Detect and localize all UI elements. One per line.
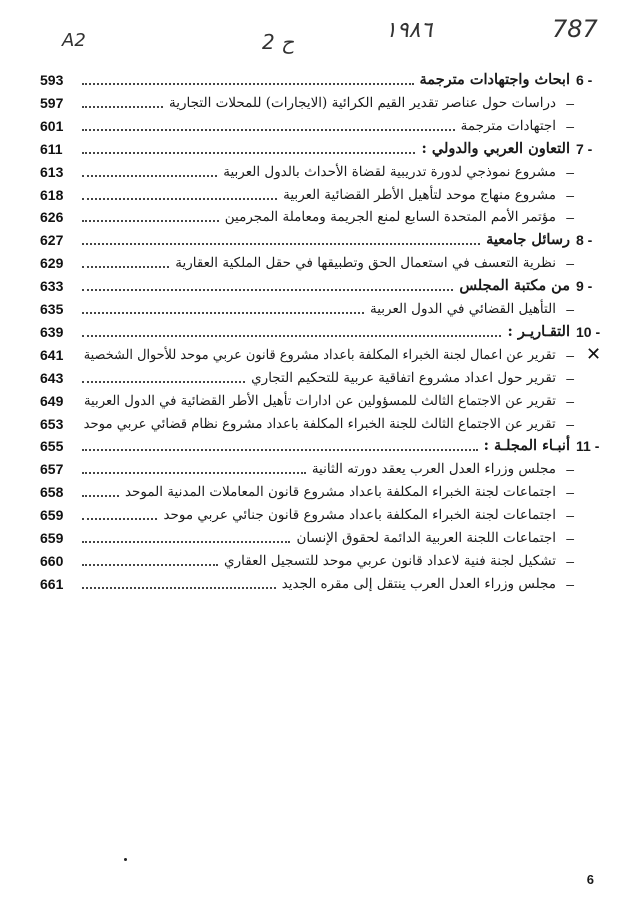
item-dash: – [566,255,574,272]
item-dash: – [566,507,574,524]
item-dash: – [566,163,574,180]
dot-leader [82,129,455,131]
item-dash: – [566,530,574,546]
toc-item-title: اجتهادات مترجمة [460,117,556,134]
toc-item-row [40,206,610,228]
toc-item-title: التأهيل القضائي في الدول العربية [369,301,556,317]
toc-page-number: 649 [40,392,64,409]
toc-item-row [40,252,610,274]
toc-section-row [40,69,610,91]
toc-item-title: نظرية التعسف في استعمال الحق وتطبيقها في حقل الملكية العقارية [175,255,556,272]
item-dash: – [566,117,574,134]
toc-page-number: 601 [40,117,64,134]
dot-leader [82,564,218,566]
toc-item-row [40,344,610,366]
toc-page-number: 641 [40,346,64,363]
item-dash: – [566,186,574,203]
toc-item-row [40,504,610,526]
toc-item-title: تقرير حول اعداد مشروع اتفاقية عربية للتحكيم التجاري [251,369,556,386]
toc-item-row [40,458,610,480]
toc-page-number: 658 [40,484,64,501]
toc-page-number: 618 [40,186,64,203]
item-dash: – [566,301,574,317]
item-dash: – [566,369,574,386]
toc-item-row [40,550,610,572]
dot-leader [82,289,453,291]
toc-item-title: اجتماعات اللجنة العربية الدائمة لحقوق الإنسان [296,530,556,546]
section-number: 10 - [576,323,601,340]
toc-section-row [40,138,610,160]
toc-item-title: تقرير عن الاجتماع الثالث للجنة الخبراء المكلفة باعداد مشروع نظام قضائي عربي موحد [84,415,556,432]
dot-leader [82,243,480,245]
item-dash: – [566,346,574,363]
toc-page-number: 657 [40,461,64,478]
toc-page-number: 611 [40,140,63,157]
dot-leader [82,152,415,154]
toc-page-number: 643 [40,369,64,386]
handwritten-note-middle: 2 ح [262,30,295,54]
toc-page-number: 626 [40,209,64,226]
section-number: 9 - [576,278,593,295]
item-dash: – [566,209,574,226]
toc-section-row [40,229,610,251]
dot-leader [82,312,364,314]
toc-item-title: دراسات حول عناصر تقدير القيم الكرائية (الايجارات) للمحلات التجارية [169,94,556,111]
section-title: ابحاث واجتهادات مترجمة [419,71,570,88]
handwritten-x-mark: ✕ [586,343,602,365]
section-number: 7 - [576,140,593,157]
toc-item-row [40,298,610,320]
section-title: التقـاريـر : [507,322,570,340]
section-number: 11 - [576,438,600,455]
dot-leader [82,106,163,108]
toc-item-row [40,115,610,137]
dot-leader [82,198,277,200]
section-title: أنبـاء المجلـة : [483,437,570,455]
toc-section-row [40,435,610,457]
toc-page-number: 661 [40,575,64,592]
toc-item-row [40,390,610,412]
toc-item-title: تقرير عن اعمال لجنة الخبراء المكلفة باعداد مشروع قانون عربي موحد للأحوال الشخصية [84,346,556,363]
toc-page-number: 659 [40,530,64,546]
handwritten-number: 787 [552,15,598,43]
item-dash: – [566,575,574,592]
dot-leader [82,587,276,589]
toc-item-title: تقرير عن الاجتماع الثالث للمسؤولين عن ادارات تأهيل الأطر القضائية في الدول العربية [84,392,556,409]
dot-leader [82,335,501,337]
item-dash: – [566,94,574,111]
item-dash: – [566,461,574,478]
toc-page-number: 633 [40,278,64,295]
toc-page-number: 659 [40,507,64,524]
stray-dot [124,858,127,861]
dot-leader [82,495,119,497]
dot-leader [82,541,290,543]
section-title: رسائل جامعية [486,231,570,249]
toc-page-number: 597 [40,94,64,111]
footer-page-number: 6 [586,872,594,887]
dot-leader [82,518,157,520]
toc-item-row [40,527,610,549]
item-dash: – [566,552,574,569]
section-title: التعاون العربي والدولي : [421,139,570,157]
dot-leader [82,83,414,85]
item-dash: – [566,392,574,409]
item-dash: – [566,484,574,501]
handwritten-note-a2: A2 [62,30,86,51]
toc-item-row [40,413,610,435]
dot-leader [82,175,217,177]
toc-item-title: مشروع منهاج موحد لتأهيل الأطر القضائية العربية [283,186,556,203]
toc-item-title: تشكيل لجنة فنية لاعداد قانون عربي موحد للتسجيل العقاري [224,552,556,569]
toc-item-title: اجتماعات لجنة الخبراء المكلفة باعداد مشروع قانون جنائي عربي موحد [163,507,556,524]
toc-item-row [40,184,610,206]
dot-leader [82,472,306,474]
toc-page-number: 613 [40,163,64,180]
dot-leader [82,381,245,383]
item-dash: – [566,415,574,432]
section-number: 6 - [576,72,593,88]
section-title: من مكتبة المجلس [459,277,570,295]
toc-item-row [40,161,610,183]
toc-page-number: 660 [40,552,64,569]
toc-page-number: 593 [40,72,64,88]
toc-item-row [40,573,610,595]
toc-page-number: 655 [40,438,64,455]
toc-item-title: مجلس وزراء العدل العرب يعقد دورته الثانية [311,461,556,478]
dot-leader [82,266,169,268]
toc-item-title: اجتماعات لجنة الخبراء المكلفة باعداد مشروع قانون المعاملات المدنية الموحد [124,484,556,501]
toc-page-number: 635 [40,301,64,317]
toc-page-number: 653 [40,415,64,432]
section-number: 8 - [576,232,593,249]
toc-item-row [40,481,610,503]
handwritten-year: ١٩٨٦ [385,18,433,43]
toc-item-title: مجلس وزراء العدل العرب ينتقل إلى مقره الجديد [281,575,556,592]
toc-section-row [40,321,610,343]
dot-leader [82,449,478,451]
toc-item-title: مؤتمر الأمم المتحدة السابع لمنع الجريمة ومعاملة المجرمين [224,209,556,226]
toc-item-row [40,92,610,114]
toc-page-number: 639 [40,323,64,340]
toc-section-row [40,275,610,297]
toc-page-number: 627 [40,232,64,249]
dot-leader [82,220,219,222]
toc-item-title: مشروع نموذجي لدورة تدريبية لقضاة الأحداث بالدول العربية [223,163,556,180]
toc-page-number: 629 [40,255,64,272]
toc-item-row [40,367,610,389]
